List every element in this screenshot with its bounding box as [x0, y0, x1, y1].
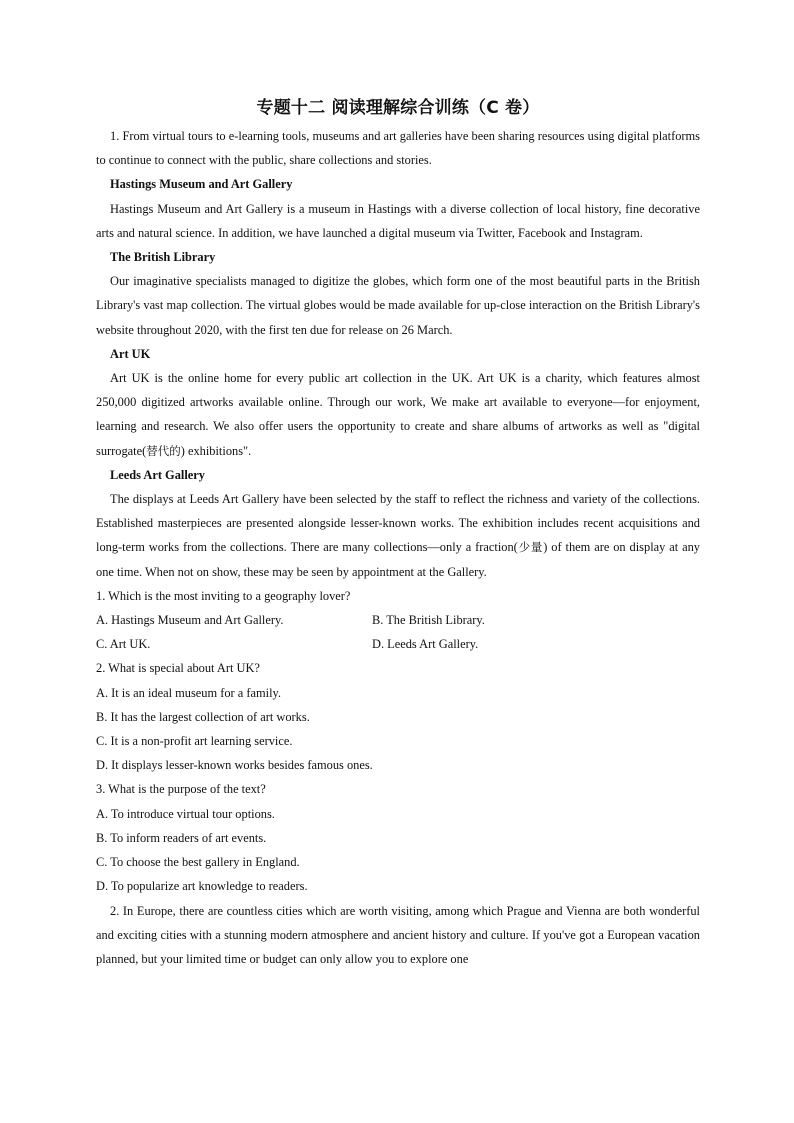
- question-3-option-c: C. To choose the best gallery in England.: [96, 855, 300, 870]
- question-1-option-d: D. Leeds Art Gallery.: [372, 637, 479, 652]
- question-1-option-a: A. Hastings Museum and Art Gallery.: [96, 613, 284, 628]
- leeds-gloss: 少量: [517, 540, 544, 555]
- section-heading-leeds: Leeds Art Gallery: [110, 467, 205, 482]
- section-heading-art-uk: Art UK: [110, 346, 151, 361]
- leeds-text-before: The displays at Leeds Art Gallery have been selected by the staff to reflect the richness and variety of the collections. Established masterpieces are presented alongside lesser-known works. The exhibition includes recent acquisitions and long-term works from the collections. There are many collections—only a fraction(: [96, 492, 700, 555]
- question-1-option-c: C. Art UK.: [96, 637, 151, 652]
- art-uk-text-after: ) exhibitions".: [180, 443, 252, 458]
- section-heading-hastings: Hastings Museum and Art Gallery: [110, 177, 293, 192]
- question-2-option-c: C. It is a non-profit art learning service.: [96, 734, 293, 749]
- question-1-stem: 1. Which is the most inviting to a geography lover?: [96, 588, 351, 603]
- page-title: 专题十二 阅读理解综合训练（C 卷）: [256, 98, 540, 118]
- question-2-option-d: D. It displays lesser-known works besides famous ones.: [96, 758, 373, 773]
- question-3-option-b: B. To inform readers of art events.: [96, 830, 267, 845]
- question-3-option-a: A. To introduce virtual tour options.: [96, 806, 275, 821]
- document-page: [96, 94, 700, 971]
- question-1-options-row-1: [96, 608, 700, 632]
- question-2-stem: 2. What is special about Art UK?: [96, 661, 260, 676]
- passage-1-intro: 1. From virtual tours to e-learning tools, museums and art galleries have been sharing resources using digital platforms to continue to connect with the public, share collections and stories.: [96, 129, 700, 168]
- question-3-stem: 3. What is the purpose of the text?: [96, 782, 266, 797]
- section-heading-british-library: The British Library: [110, 250, 216, 265]
- section-text-hastings: Hastings Museum and Art Gallery is a museum in Hastings with a diverse collection of local history, fine decorative arts and natural science. In addition, we have launched a digital museum via Twitter, Facebook and Instagram.: [96, 201, 700, 240]
- art-uk-text-before: Art UK is the online home for every public art collection in the UK. Art UK is a charity, which features almost 250,000 digitized artworks available online. Through our work, We make art available to everyone—for enjoyment, learning and research. We also offer users the opportunity to create and share albums of artworks as well as "digital surrogate(: [96, 371, 700, 458]
- section-text-british-library: Our imaginative specialists managed to digitize the globes, which form one of the most beautiful parts in the British Library's vast map collection. The virtual globes would be made available for up-close interaction on the British Library's website throughout 2020, with the first ten due for release on 26 March.: [96, 274, 700, 337]
- question-1-option-b: B. The British Library.: [372, 613, 485, 628]
- question-2-option-a: A. It is an ideal museum for a family.: [96, 685, 282, 700]
- question-1-options-row-2: [96, 632, 700, 656]
- art-uk-gloss: 替代的: [146, 443, 181, 458]
- section-text-leeds: [96, 487, 700, 584]
- question-2-option-b: B. It has the largest collection of art works.: [96, 709, 310, 724]
- question-3-option-d: D. To popularize art knowledge to readers.: [96, 879, 308, 894]
- leeds-text-after: ) of them are on display at any one time. When not on show, these may be seen by appointment at the Gallery.: [96, 540, 700, 579]
- section-text-art-uk: [96, 366, 700, 463]
- passage-2-intro: 2. In Europe, there are countless cities which are worth visiting, among which Prague and Vienna are both wonderful and exciting cities with a stunning modern atmosphere and ancient history and culture. If you've got a European vacation planned, but your limited time or budget can only allow you to explore one: [96, 903, 700, 966]
